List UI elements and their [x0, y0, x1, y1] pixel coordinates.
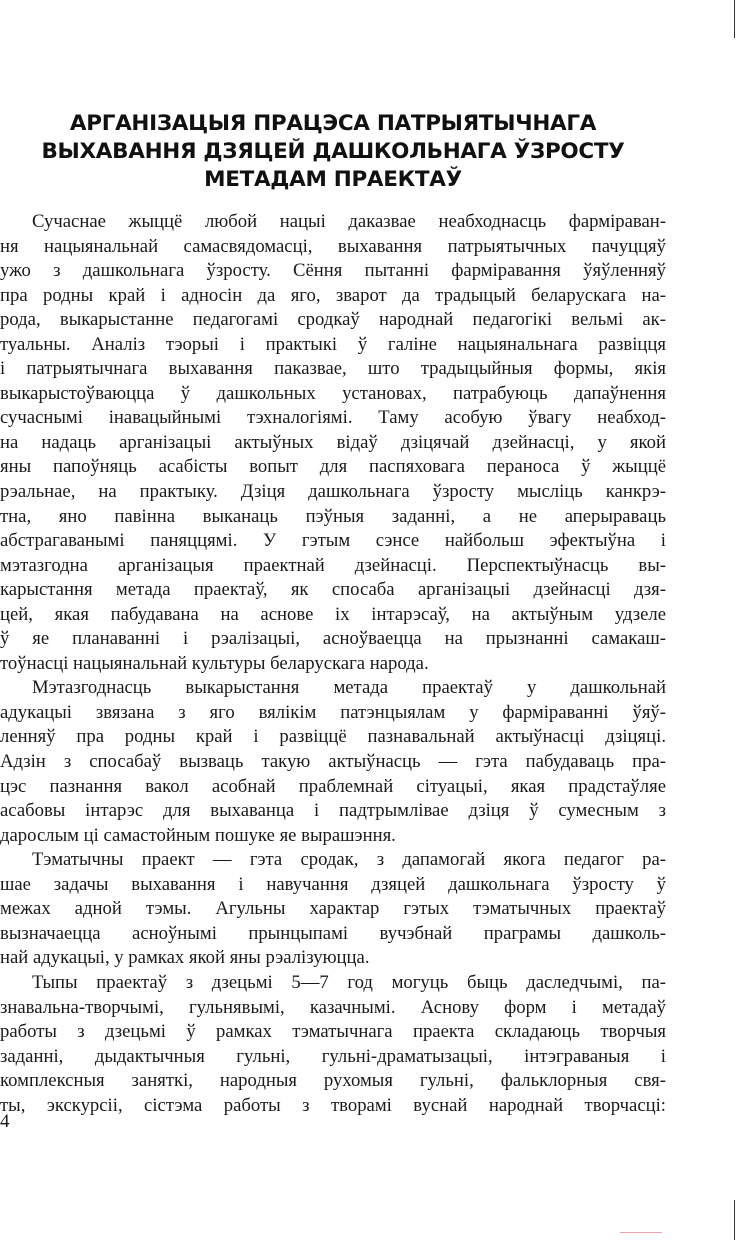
text-line: цэс пазнання вакол асобнай праблемнай сітуацыі, якая прадстаўляе	[0, 775, 666, 797]
page-number: 4	[0, 1111, 10, 1132]
article-body	[0, 210, 666, 1118]
paragraph	[0, 676, 666, 848]
text-line: межах адной тэмы. Агульны характар гэтых тэматычных праектаў	[0, 898, 666, 920]
text-line: Тыпы праектаў з дзецьмі 5—7 год могуць быць даследчымі, па-	[32, 971, 666, 993]
title-line: ВЫХАВАННЯ ДЗЯЦЕЙ ДАШКОЛЬНАГА ЎЗРОСТУ	[41, 139, 625, 164]
text-line: рода, выкарыстанне педагогамі сродкаў народнай педагогікі вельмі ак-	[0, 309, 666, 331]
text-line: асабовы інтарэс для выхаванца і падтрымлівае дзіця ў сумесным з	[0, 800, 666, 822]
paragraph	[0, 210, 666, 676]
text-line: комплексныя заняткі, народныя рухомыя гульні, фальклорныя свя-	[0, 1070, 666, 1092]
text-line: Адзін з спосабаў вызваць такую актыўнасць — гэта пабудаваць пра-	[0, 751, 666, 773]
text-line: вызначаецца асноўнымі прынцыпамі вучэбнай праграмы дашколь-	[0, 922, 666, 944]
text-line: тна, яно павінна выканаць пэўныя заданні, а не аперыраваць	[0, 505, 666, 527]
text-line: дарослым ці самастойным пошуке яе вырашэння.	[0, 824, 396, 846]
text-line: шае задачы выхавання і навучання дзяцей дашкольнага ўзросту ў	[0, 873, 666, 895]
text-line: Тэматычны праект — гэта сродак, з дапамогай якога педагог ра-	[32, 849, 666, 871]
text-line: ў яе планаванні і рэалізацыі, асноўваецца на прызнанні самакаш-	[0, 628, 666, 650]
text-line: ужо з дашкольнага ўзросту. Сёння пытанні фарміравання ўяўленняў	[0, 260, 666, 282]
text-line: туальны. Аналіз тэорыі і практыкі ў галіне нацыянальнага развіцця	[0, 333, 666, 355]
text-line: най адукацыі, у рамках якой яны рэалізуюцца.	[0, 947, 370, 969]
text-line: сучаснымі інавацыйнымі тэхналогіямі. Таму асобую ўвагу неабход-	[0, 407, 666, 429]
text-line: ты, экскурсіі, сістэма работы з творамі вуснай народнай творчасці:	[0, 1094, 666, 1116]
crop-mark-bottom	[734, 1200, 735, 1240]
text-line: тоўнасці нацыянальнай культуры беларускага народа.	[0, 652, 429, 674]
text-line: на надаць арганізацыі актыўных відаў дзіцячай дзейнасці, у якой	[0, 431, 666, 453]
text-line: ня нацыянальнай самасвядомасці, выхавання патрыятычных пачуццяў	[0, 235, 666, 257]
text-line: Мэтазгоднасць выкарыстання метада праектаў у дашкольнай	[32, 677, 666, 699]
text-line: знавальна-творчымі, гульнявымі, казачнымі. Аснову форм і метадаў	[0, 996, 666, 1018]
paragraph	[0, 971, 666, 1118]
text-line: выкарыстоўваюцца ў дашкольных установах, патрабуюць дапаўнення	[0, 382, 666, 404]
page-title	[18, 110, 648, 194]
text-line: ленняў пра родны край і развіццё пазнавальнай актыўнасці дзіцяці.	[0, 726, 666, 748]
title-line: АРГАНІЗАЦЫЯ ПРАЦЭСА ПАТРЫЯТЫЧНАГА	[69, 111, 597, 136]
crop-mark-top	[734, 0, 735, 38]
text-line: заданні, дыдактычныя гульні, гульні-драматызацыі, інтэграваныя і	[0, 1045, 666, 1067]
text-line: цей, якая пабудавана на аснове іх інтарэсаў, на актыўным удзеле	[0, 603, 666, 625]
text-line: мэтазгодна арганізацыя праектнай дзейнасці. Перспектыўнасць вы-	[0, 554, 666, 576]
text-line: абстрагаванымі паняццямі. У гэтым сэнсе найбольш эфектыўна і	[0, 530, 666, 552]
title-line: МЕТАДАМ ПРАЕКТАЎ	[204, 167, 462, 192]
text-line: рэальнае, на практыку. Дзіця дашкольнага ўзросту мысліць канкрэ-	[0, 481, 666, 503]
text-line: Сучаснае жыццё любой нацыі даказвае неабходнасць фарміраван-	[32, 211, 666, 232]
paragraph	[0, 848, 666, 971]
text-line: і патрыятычнага выхавання паказвае, што традыцыйныя формы, якія	[0, 358, 666, 380]
text-line: яны папоўняць асабісты вопыт для паспяховага пераноса ў жыццё	[0, 456, 666, 478]
text-line: адукацыі звязана з яго вялікім патэнцыялам у фарміраванні ўяў-	[0, 701, 666, 723]
text-line: работы з дзецьмі ў рамках тэматычнага праекта складаюць творчыя	[0, 1021, 666, 1043]
text-line: карыстання метада праектаў, як спосаба арганізацыі дзейнасці дзя-	[0, 579, 666, 601]
text-line: пра родны край і адносін да яго, зварот да традыцый беларускага на-	[0, 284, 666, 306]
decorative-line	[620, 1232, 662, 1233]
